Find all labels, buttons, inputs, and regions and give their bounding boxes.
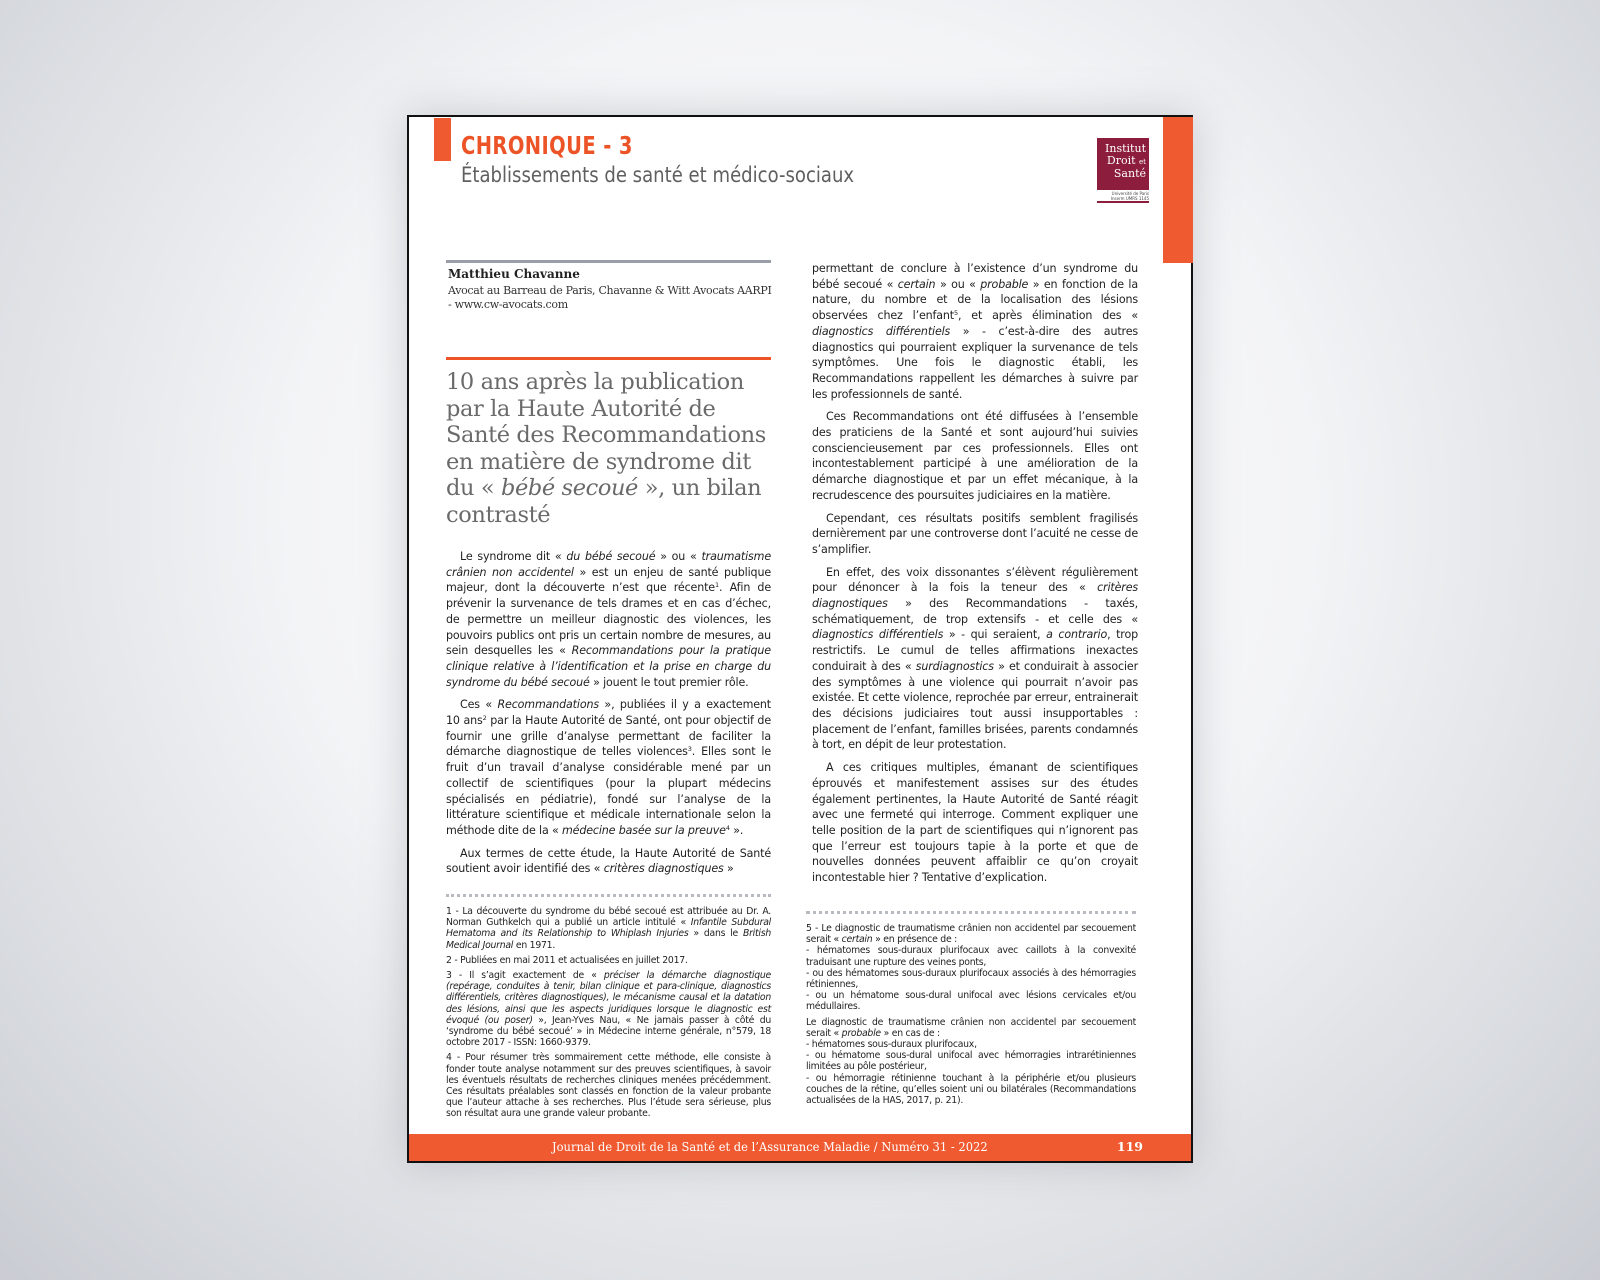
paragraph: Aux termes de cette étude, la Haute Autorité de Santé soutient avoir identifié des « critères diagnostiques » [446,846,771,876]
footnote-5: 5 - Le diagnostic de traumatisme crânien non accidentel par secouement serait « certain » en présence de : [806,923,1136,946]
title-divider [446,357,771,360]
logo-subtitle [1099,191,1149,201]
italic-run: Recommandations pour la pratique clinique relative à l’identification et la prise en charge du syndrome du bébé secoué [446,644,771,689]
author-affiliation [448,284,778,312]
italic-run: surdiagnostics [915,659,994,673]
italic-run: préciser la démarche diagnostique (repérage, conduites à tenir, bilan clinique et para-clinique, diagnostics différentiels, critères diagnostiques), le mécanisme causal et la datation des lésions, ainsi que les aspects juridiques lorsque le diagnostic est évoqué (ou poser) [446,970,771,1026]
affiliation-line-1: Avocat au Barreau de Paris, Chavanne & Witt Avocats AARPI [448,284,772,297]
footnote-5-item: - hématomes sous-duraux plurifocaux, [806,1039,977,1051]
paragraph: En effet, des voix dissonantes s’élèvent régulièrement pour dénoncer à la fois la teneur des « critères diagnostiques » des Recommandations - taxés, schématiquement, de trop extensifs - et celle des « diagnostics différentiels » - qui seraient, a contrario, trop restrictifs. Le cumul de telles affirmations inexactes conduirait à des « surdiagnostics » et conduirait à associer des symptômes à une violence qui pourrait n’avoir pas existée. Et cette violence, reprochée par erreur, entrainerait des décisions judiciaires tout aussi insupportables : placement de l’enfant, familles brisées, parents condamnés à tort, en dépit de leur protestation. [812,565,1138,752]
italic-run: médecine basée sur la preuve [561,823,726,837]
body-column-right [812,261,1138,893]
italic-run: diagnostics différentiels [812,324,951,338]
italic-run: critères diagnostiques [812,581,1138,611]
footnote-3: 3 - Il s’agit exactement de « préciser la démarche diagnostique (repérage, conduites à tenir, bilan clinique et para-clinique, diagnostics différentiels, critères diagnostiques), le mécanisme causal et la datation des lésions, ainsi que les aspects juridiques lorsque le diagnostic est évoqué (ou poser) », Jean-Yves Nau, « Ne jamais passer à côté du ‘syndrome du bébé secoué’ » in Médecine interne générale, n°579, 18 octobre 2017 - ISSN: 1660-9379. [446,970,771,1049]
logo-underline [1097,201,1149,203]
italic-run: British Medical Journal [446,928,771,951]
italic-run: Recommandations [497,698,599,712]
footnote-5-item: - ou un hématome sous-dural unifocal avec lésions cervicales et/ou médullaires. [806,990,1136,1013]
logo-subtitle-1: Université de Paris [1111,191,1149,196]
italic-run: du bébé secoué [566,550,656,563]
affiliation-website: - www.cw-avocats.com [448,298,568,311]
logo-line-1: Institut [1105,142,1146,155]
italic-run: probable [841,1027,881,1039]
paragraph: Ces « Recommandations », publiées il y a exactement 10 ans$^2$ par la Haute Autorité de Santé, ont pour objectif de fournir une grille d’analyse permettant de faciliter la démarche diagnostique de telles violences$^3$. Elles sont le fruit d’un travail d’analyse considérable mené par un collectif de scientifiques (pour la plupart médecins spécialisés en pédiatrie), fondé sur l’analyse de la littérature scientifique et médicale internationale selon la méthode dite de la « médecine basée sur la preuve$^4$ ». [446,698,771,837]
document-page [407,115,1193,1163]
logo-line-3: Santé [1113,167,1146,180]
italic-run: diagnostics différentiels [812,628,944,642]
journal-title: Journal de Droit de la Santé et de l’Assurance Maladie / Numéro 31 - 2022 [552,1139,988,1154]
section-label: CHRONIQUE - 3 [461,131,633,160]
section-accent-bar [434,118,451,161]
title-text-2: », un bilan contrasté [446,475,762,528]
title-text-1: 10 ans après la publication par la Haute Autorité de Santé des Recommandations en matière de syndrome dit du « [446,369,766,501]
logo-subtitle-2: Inserm UMRS 1145 [1110,196,1149,201]
footnote-5-probable: Le diagnostic de traumatisme crânien non accidentel par secouement serait « probable » en cas de : [806,1016,1136,1039]
title-italic: bébé secoué [500,475,638,501]
author-divider [446,260,771,263]
footnote-divider [806,911,1136,914]
page-number: 119 [1116,1139,1143,1154]
paragraph: permettant de conclure à l’existence d’un syndrome du bébé secoué « certain » ou « probable » en fonction de la nature, du nombre et de la localisation des lésions observées chez l’enfant$^5$, et après élimination des « diagnostics différentiels » - c’est-à-dire des autres diagnostics qui pourraient expliquer la survenance de tels symptômes. Une fois le diagnostic établi, les Recommandations rappellent les démarches à suivre par les professionnels de santé. [812,262,1138,401]
italic-run: probable [980,277,1029,291]
footnote-ref: 5 [954,309,958,318]
footnote-2: 2 - Publiées en mai 2011 et actualisées en juillet 2017. [446,954,688,966]
paragraph: Ces Recommandations ont été diffusées à l’ensemble des praticiens de la Santé et sont aujourd’hui suivies consciencieusement par ces professionnels. Elles ont incontestablement participé à une amélioration de la démarche diagnostique et par un effet mécanique, à la recrudescence des poursuites judiciaires en la matière. [812,410,1138,502]
footnote-5-item: - ou hémorragie rétinienne touchant à la périphérie et/ou plusieurs couches de la rétine, qu’elles soient uni ou bilatérales (Recommandations actualisées de la HAS, 2017, p. 21). [806,1072,1136,1107]
footnote-4: 4 - Pour résumer très sommairement cette méthode, elle consiste à fonder toute analyse notamment sur des preuves scientifiques, à savoir les éventuels résultats de recherches cliniques menées précédemment. Ces résultats préalables sont classés en fonction de la valeur probante que l’auteur attache à ses recherches. Plus l’étude sera sérieuse, plus son résultat aura une grande valeur probante. [446,1052,771,1120]
logo-word-droit: Droit [1106,154,1136,167]
paragraph: Cependant, ces résultats positifs semblent fragilisés dernièrement par une controverse dont l’acuité ne cesse de s’amplifier. [812,511,1138,556]
italic-run: a contrario [1046,628,1108,642]
footnote-ref: 4 [725,823,730,832]
corner-accent-bar [1163,117,1193,263]
footnote-ref: 3 [687,745,692,754]
italic-run: Infantile Subdural Hematoma and its Relationship to Whiplash Injuries [446,917,771,940]
italic-run: critères diagnostiques [603,862,724,876]
italic-run: traumatisme crânien non accidentel [446,550,771,579]
footnote-1: 1 - La découverte du syndrome du bébé secoué est attribuée au Dr. A. Norman Guthkelch qui a publié un article intitulé « Infantile Subdural Hematoma and its Relationship to Whiplash Injuries » dans le British Medical Journal en 1971. [446,906,771,951]
footnotes-left [446,906,771,1124]
footnote-5-item: - ou des hématomes sous-duraux plurifocaux associés à des hémorragies rétiniennes, [806,967,1136,991]
footnote-ref: 1 [714,581,719,590]
institut-logo [1097,138,1149,190]
paragraph: A ces critiques multiples, émanant de scientifiques éprouvés et manifestement assises sur des études également pertinentes, la Haute Autorité de Santé réagit avec une fermeté qui interroge. Comment expliquer une telle position de la part de scientifiques qui n’ignorent pas que l’erreur est toujours tapie à la porte et que de nouvelles données peuvent affaiblir ce qu’on croyait incontestable hier ? Tentative d’explication. [812,761,1138,885]
logo-word-et: et [1139,158,1146,166]
footnote-5-item: - ou hématome sous-dural unifocal avec hémorragies intrarétiniennes limitées au pôle postérieur, [806,1050,1136,1073]
italic-run: certain [841,934,873,946]
footnote-5-item: - hématomes sous-duraux plurifocaux avec caillots à la convexité traduisant une rupture des veines ponts, [806,945,1136,968]
section-title: Établissements de santé et médico-sociaux [461,163,855,187]
article-title [446,369,776,528]
footnote-ref: 2 [482,714,487,723]
body-column-left [446,549,771,884]
footnote-divider [446,894,771,897]
paragraph: Le syndrome dit « du bébé secoué » ou « traumatisme crânien non accidentel » est un enjeu de santé publique majeur, dont la découverte n’est que récente$^1$. Afin de prévenir la survenance de tels drames et en cas d’échec, de permettre un meilleur diagnostic des violences, les pouvoirs publics ont pris un certain nombre de mesures, au sein desquelles les « Recommandations pour la pratique clinique relative à l’identification et la prise en charge du syndrome du bébé secoué » jouent le tout premier rôle. [446,550,771,689]
author-name: Matthieu Chavanne [448,267,580,281]
page-footer [409,1134,1191,1161]
italic-run: certain [897,277,936,291]
footnotes-right [806,923,1136,1106]
